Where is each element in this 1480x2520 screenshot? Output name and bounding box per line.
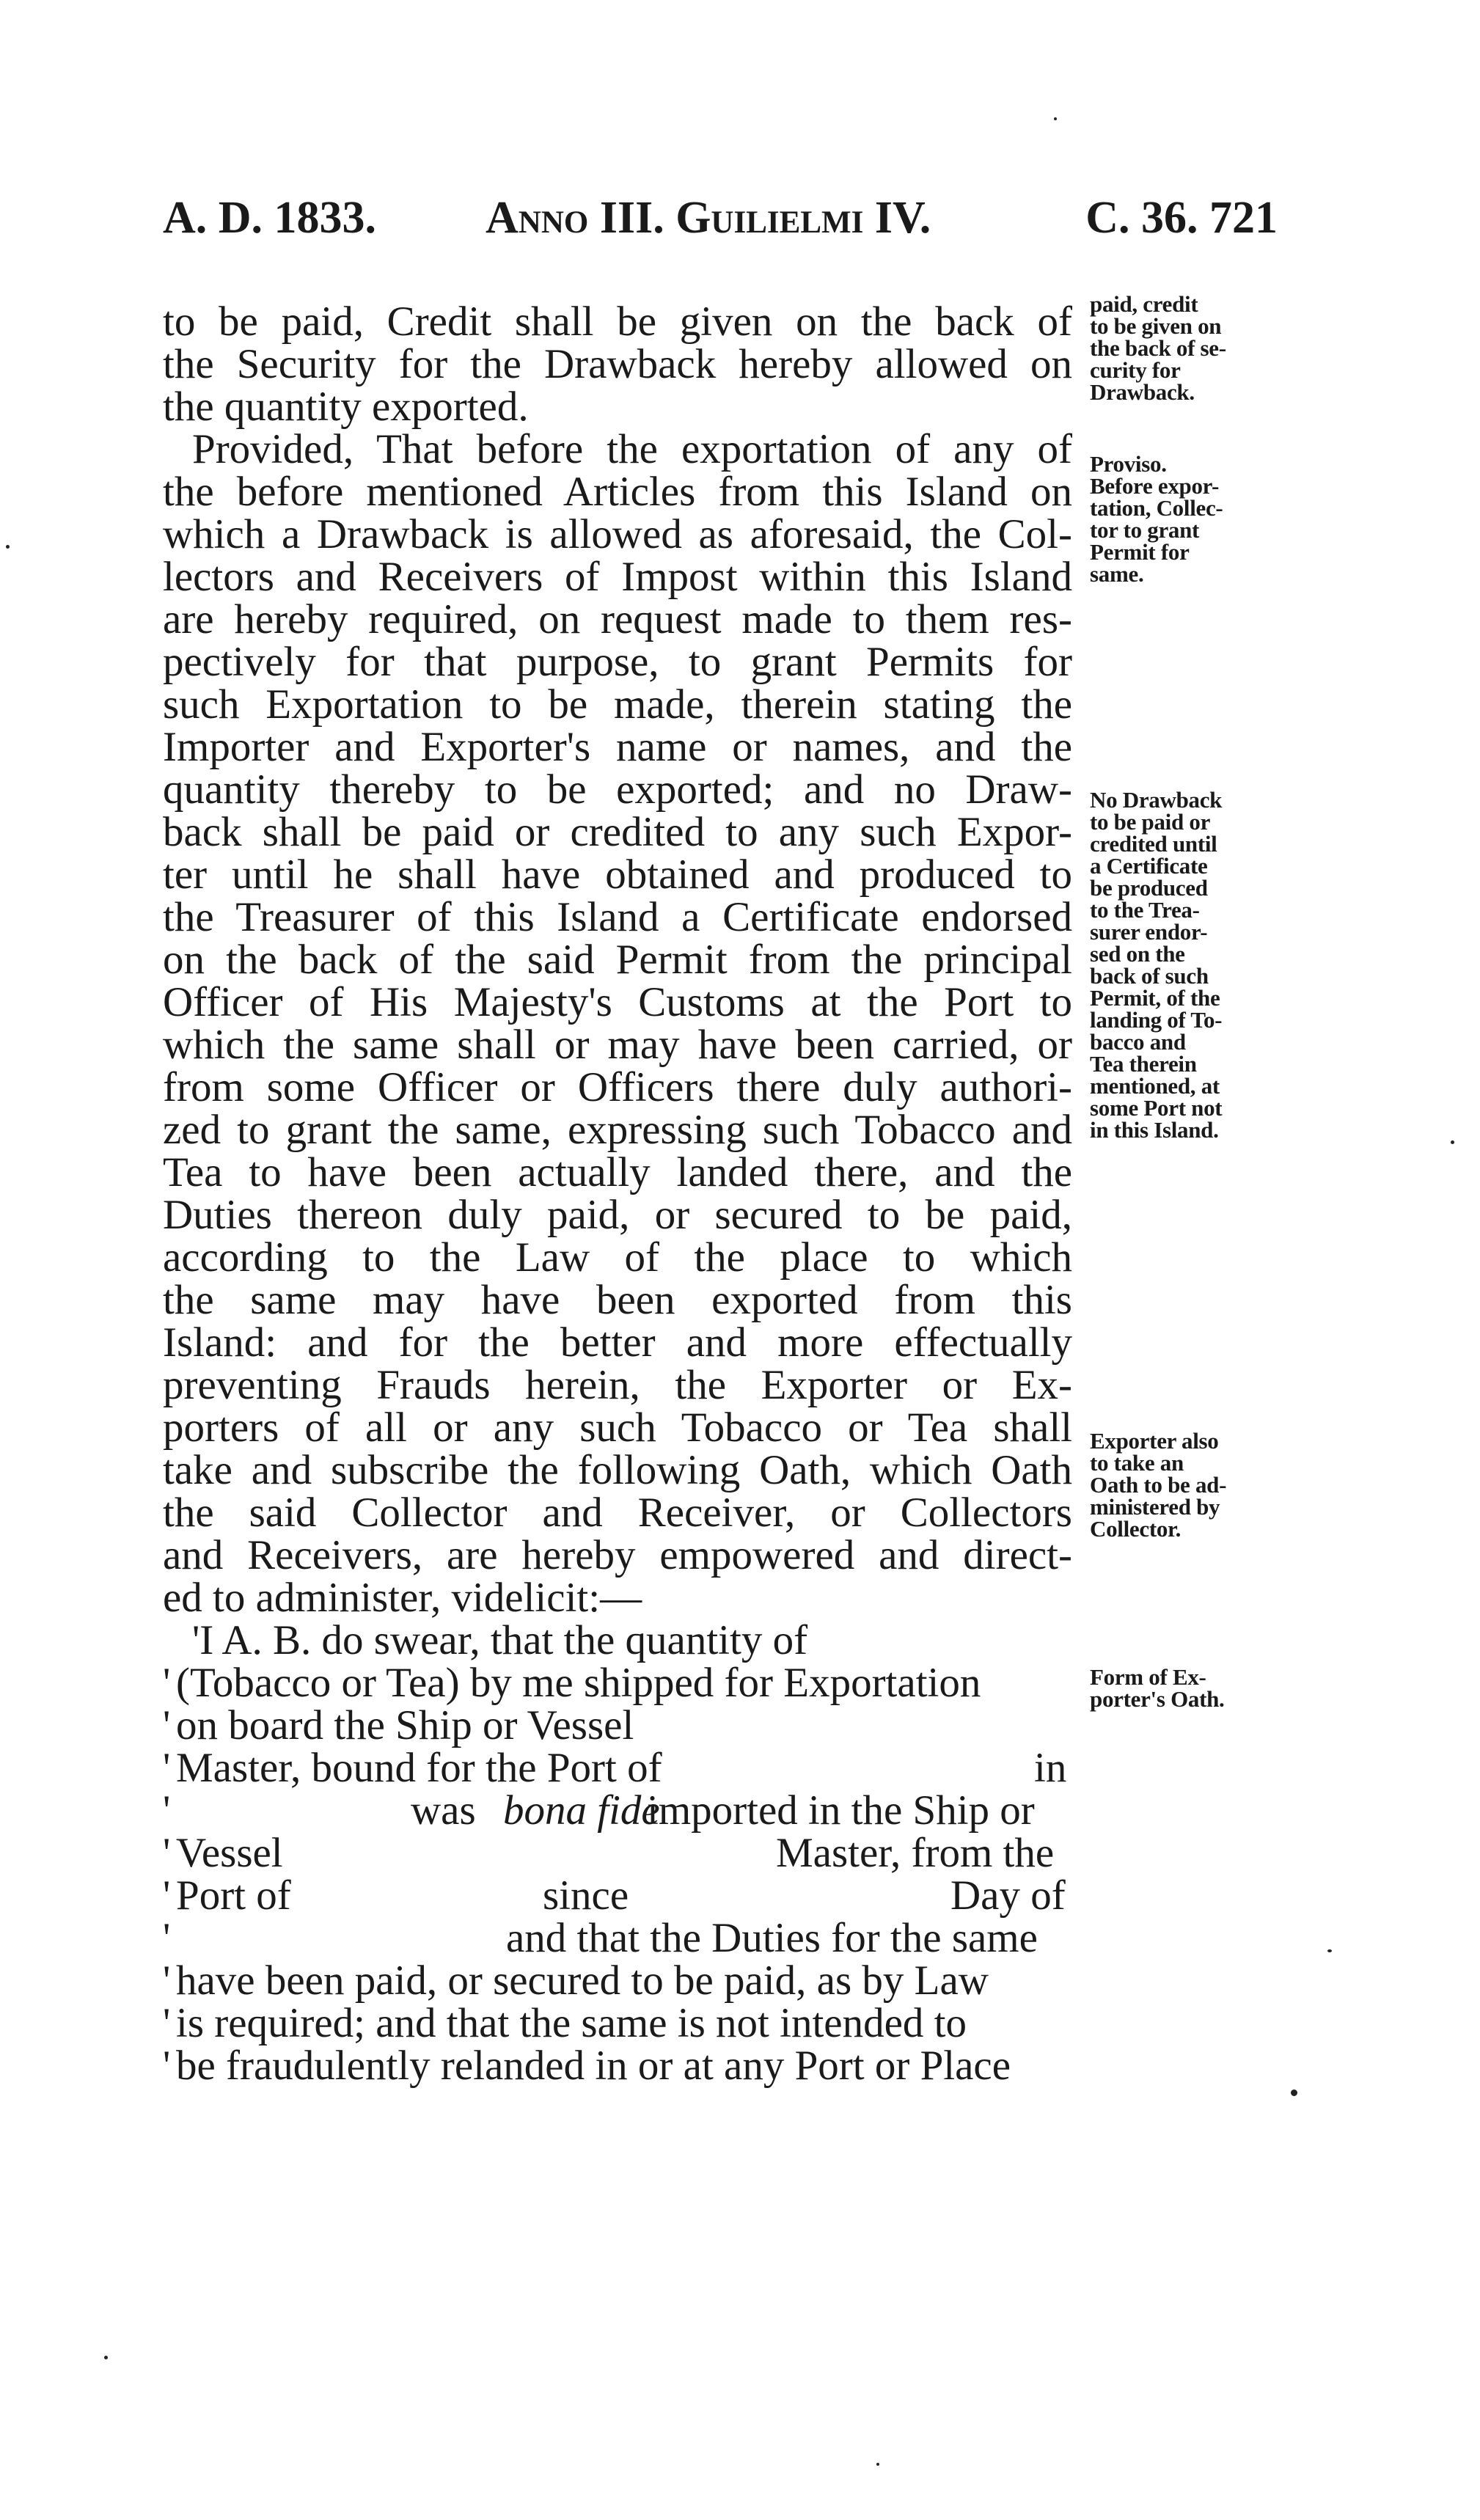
oath-line: on board the Ship or Vessel — [176, 1702, 634, 1748]
oath-quote-mark: ' — [163, 1745, 171, 1791]
header-year: A. D. 1833. — [163, 193, 377, 243]
text-line: porters of all or any such Tobacco or Tea shall — [163, 1404, 1072, 1451]
oath-line: Vessel — [176, 1830, 283, 1876]
oath-line: in — [1034, 1745, 1067, 1791]
text-line: the same may have been exported from this — [163, 1277, 1072, 1323]
oath-quote-mark: ' — [163, 1702, 171, 1748]
text-line: Tea to have been actually landed there, and the — [163, 1149, 1072, 1195]
text-line: Importer and Exporter's name or names, and the — [163, 724, 1072, 770]
print-speck — [876, 2463, 879, 2466]
print-speck — [1451, 1140, 1454, 1144]
oath-quote-mark: ' — [163, 2043, 171, 2089]
oath-quote-mark: ' — [163, 2000, 171, 2046]
oath-line: is required; and that the same is not intended to — [176, 2000, 967, 2046]
text-line: ed to administer, videlicit:— — [163, 1575, 642, 1621]
print-speck — [104, 2356, 108, 2359]
text-line: the said Collector and Receiver, or Collectors — [163, 1490, 1072, 1536]
text-line: lectors and Receivers of Impost within this Island — [163, 554, 1072, 600]
text-line: to be paid, Credit shall be given on the back of — [163, 298, 1072, 345]
oath-line: Day of — [950, 1872, 1066, 1919]
oath-quote-mark: ' — [163, 1660, 171, 1706]
text-line: Island: and for the better and more effectually — [163, 1319, 1072, 1366]
text-line: preventing Frauds herein, the Exporter or Ex- — [163, 1362, 1072, 1408]
text-line: quantity thereby to be exported; and no Draw- — [163, 766, 1072, 813]
margin-note-proviso: Proviso. Before expor- tation, Collec- tor to grant Permit for same. — [1090, 451, 1223, 587]
running-header — [163, 192, 1278, 251]
oath-line: Master, bound for the Port of — [176, 1745, 662, 1791]
text-line: the quantity exported. — [163, 384, 529, 430]
text-line: the Security for the Drawback hereby allowed on — [163, 341, 1072, 387]
text-line: Officer of His Majesty's Customs at the Port to — [163, 979, 1072, 1025]
text-line: are hereby required, on request made to them res- — [163, 596, 1072, 642]
margin-note-credit: paid, credit to be given on the back of se- curity for Drawback. — [1090, 291, 1226, 405]
oath-line: Master, from the — [776, 1830, 1055, 1876]
text-line: the before mentioned Articles from this Island on — [163, 469, 1072, 515]
oath-line: and that the Duties for the same — [506, 1915, 1038, 1961]
margin-note-exporter-oath: Exporter also to take an Oath to be ad- ministered by Collector. — [1090, 1428, 1227, 1542]
margin-note-no-drawback: No Drawback to be paid or credited until a Certificate be produced to the Trea- surer endor- sed on the back of such Permit, of the landing of To- bacco and Tea therein mentioned, at some Port not in this Island. — [1090, 787, 1223, 1143]
header-regnal-year: Anno III. Guilielmi IV. — [486, 193, 931, 243]
oath-line: since — [543, 1872, 629, 1919]
text-line: back shall be paid or credited to any such Expor- — [163, 809, 1072, 855]
text-line: from some Officer or Officers there duly authori- — [163, 1064, 1072, 1110]
text-line: ter until he shall have obtained and produced to — [163, 851, 1072, 898]
text-line: zed to grant the same, expressing such Tobacco and — [163, 1107, 1072, 1153]
text-line: which a Drawback is allowed as aforesaid, the Col- — [163, 511, 1072, 557]
oath-line: (Tobacco or Tea) by me shipped for Exportation — [176, 1660, 981, 1706]
text-line: according to the Law of the place to which — [163, 1234, 1072, 1281]
oath-line: was — [411, 1787, 476, 1834]
print-speck — [1291, 2089, 1297, 2096]
print-speck — [1054, 117, 1057, 120]
text-line: Duties thereon duly paid, or secured to be paid, — [163, 1192, 1072, 1238]
oath-latin-phrase: bona fide — [503, 1787, 660, 1834]
text-line: the Treasurer of this Island a Certificate endorsed — [163, 894, 1072, 940]
text-line: and Receivers, are hereby empowered and direct- — [163, 1532, 1072, 1578]
oath-quote-mark: ' — [163, 1830, 171, 1876]
oath-line: have been paid, or secured to be paid, as by Law — [176, 1957, 989, 2004]
oath-line: be fraudulently relanded in or at any Port or Place — [176, 2043, 1011, 2089]
text-line: take and subscribe the following Oath, which Oath — [163, 1447, 1072, 1493]
text-line: on the back of the said Permit from the principal — [163, 937, 1072, 983]
oath-line: Port of — [176, 1872, 291, 1919]
header-chapter-page: C. 36. 721 — [1085, 193, 1278, 243]
margin-note-form-of-oath: Form of Ex- porter's Oath. — [1090, 1664, 1225, 1712]
text-line: Provided, That before the exportation of any of — [192, 426, 1072, 472]
oath-line: 'I A. B. do swear, that the quantity of — [192, 1617, 808, 1663]
text-line: pectively for that purpose, to grant Permits for — [163, 639, 1072, 685]
text-line: such Exportation to be made, therein stating the — [163, 681, 1072, 728]
text-line: which the same shall or may have been carried, or — [163, 1022, 1072, 1068]
oath-quote-mark: ' — [163, 1787, 171, 1834]
oath-quote-mark: ' — [163, 1957, 171, 2004]
print-speck — [1327, 1949, 1332, 1952]
print-speck — [6, 545, 10, 549]
oath-quote-mark: ' — [163, 1915, 171, 1961]
oath-line: imported in the Ship or — [647, 1787, 1035, 1834]
oath-quote-mark: ' — [163, 1872, 171, 1919]
